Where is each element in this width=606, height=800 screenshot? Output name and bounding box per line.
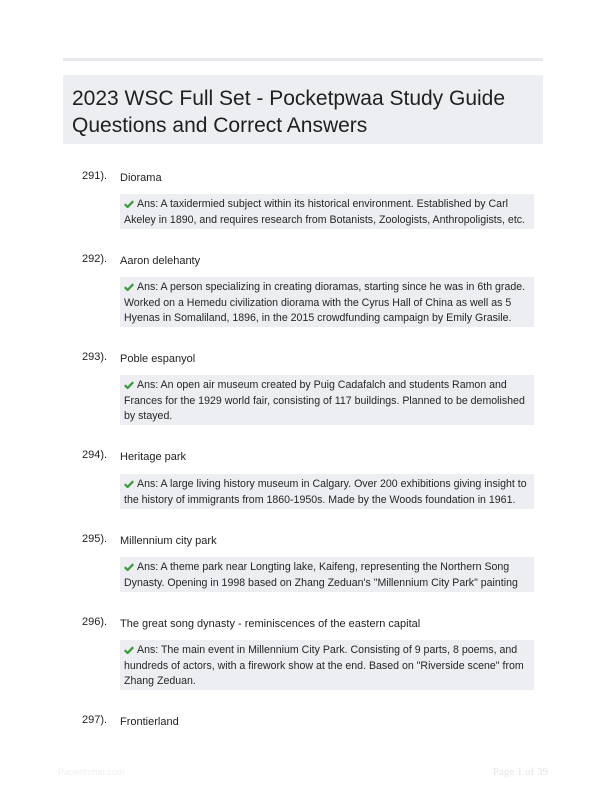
- check-icon: [124, 480, 134, 488]
- question-term: Diorama: [120, 172, 162, 184]
- check-icon: [124, 381, 134, 389]
- question-number: 297).: [82, 714, 108, 726]
- answer-text: Ans: A person specializing in creating dioramas, starting since he was in 6th grade. Worked on a Hemedu civilization diorama with the Cyrus Hall of China as well as 5 Hyenas in Somaliland, 1896, in the 2015 crowdfunding campaign by Emily Grasile.: [124, 281, 526, 324]
- answer-text: Ans: A taxidermied subject within its historical environment. Established by Carl Akeley in 1890, and requires research from Botanists, Zoologists, Anthropoligists, etc.: [124, 198, 525, 226]
- title-banner: [63, 75, 543, 144]
- top-divider: [63, 58, 543, 61]
- answer-box: [120, 557, 534, 592]
- answer-box: [120, 640, 534, 690]
- check-icon: [124, 283, 134, 291]
- footer-site-watermark: Papertrotter.com: [58, 767, 125, 777]
- question-number: 294).: [82, 449, 108, 461]
- question-term: The great song dynasty - reminiscences of the eastern capital: [120, 618, 421, 630]
- answer-box: [120, 474, 534, 509]
- question-term: Aaron delehanty: [120, 255, 201, 267]
- check-icon: [124, 200, 134, 208]
- question-term: Frontierland: [120, 716, 179, 728]
- question-term: Heritage park: [120, 451, 187, 463]
- question-term: Millennium city park: [120, 535, 217, 547]
- question-term: Poble espanyol: [120, 353, 196, 365]
- question-number: 296).: [82, 616, 108, 628]
- question-number: 293).: [82, 351, 108, 363]
- answer-box: [120, 194, 534, 229]
- page-title-line-2: Questions and Correct Answers: [72, 114, 368, 137]
- answer-text: Ans: The main event in Millennium City Park. Consisting of 9 parts, 8 poems, and hundreds of actors, with a firework show at the end. Based on "Riverside scene" from Zhang Zeduan.: [124, 644, 524, 687]
- check-icon: [124, 646, 134, 654]
- answer-text: Ans: A large living history museum in Calgary. Over 200 exhibitions giving insight to the history of immigrants from 1860-1950s. Made by the Woods foundation in 1961.: [124, 478, 527, 506]
- page-number: Page 1 of 39: [492, 766, 548, 778]
- question-number: 291).: [82, 170, 108, 182]
- page-title: [72, 85, 533, 139]
- question-number: 292).: [82, 253, 108, 265]
- answer-box: [120, 277, 534, 327]
- check-icon: [124, 563, 134, 571]
- answer-text: Ans: A theme park near Longting lake, Kaifeng, representing the Northern Song Dynasty. Opening in 1998 based on Zhang Zeduan's "Millennium City Park" painting: [124, 561, 518, 589]
- answer-text: Ans: An open air museum created by Puig Cadafalch and students Ramon and Frances for the 1929 world fair, consisting of 117 buildings. Planned to be demolished by stayed.: [124, 379, 525, 422]
- answer-box: [120, 375, 534, 425]
- page-title-line-1: 2023 WSC Full Set - Pocketpwaa Study Guide: [72, 87, 506, 110]
- question-number: 295).: [82, 533, 108, 545]
